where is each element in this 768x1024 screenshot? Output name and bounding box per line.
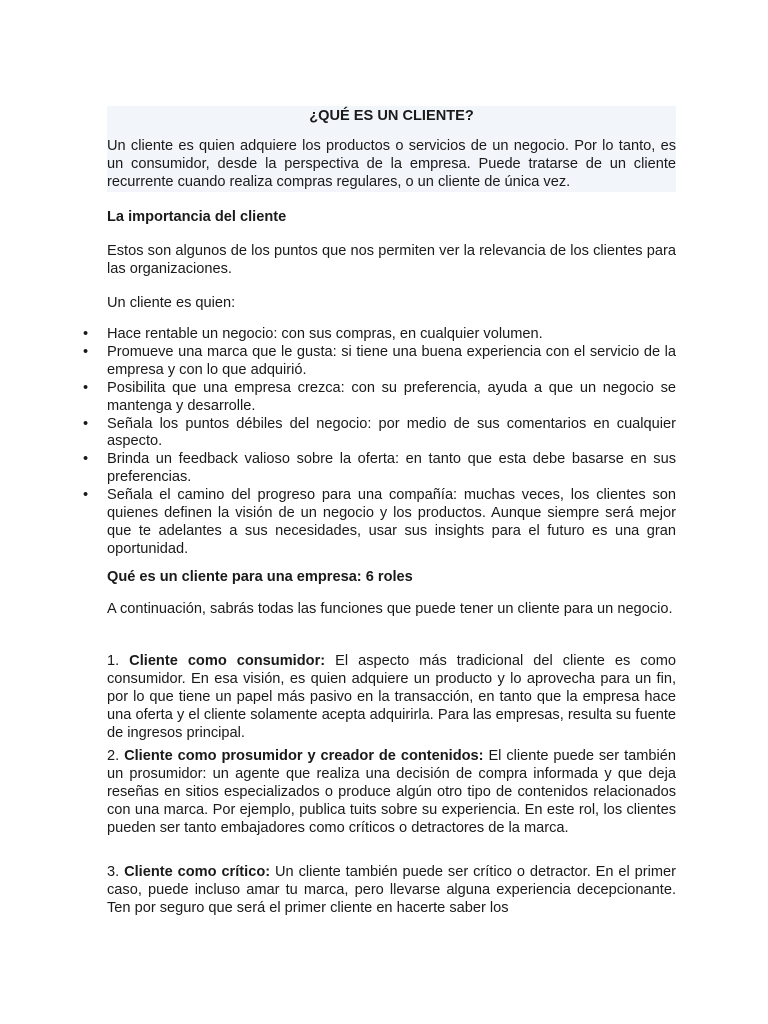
bullet-item: • Hace rentable un negocio: con sus compras, en cualquier volumen. — [107, 326, 676, 344]
role-item-prosumer — [107, 748, 676, 838]
importance-paragraph: Estos son algunos de los puntos que nos permiten ver la relevancia de los clientes para las organizaciones. — [107, 243, 676, 277]
importance-bullet-list — [107, 326, 676, 559]
role-title: Cliente como consumidor: — [129, 653, 326, 669]
bullet-item: • Señala los puntos débiles del negocio: por medio de sus comentarios en cualquier aspecto. — [107, 416, 676, 452]
roles-heading: Qué es un cliente para una empresa: 6 roles — [107, 569, 413, 585]
role-item-consumer — [107, 653, 676, 743]
importance-lead: Un cliente es quien: — [107, 295, 236, 311]
role-text: Un cliente también puede ser crítico o detractor. En el primer caso, puede incluso amar tu marca, pero llevarse alguna experiencia decepcionante. Ten por seguro que será el primer cliente en hacerte saber los — [107, 864, 677, 916]
role-title: Cliente como prosumidor y creador de contenidos: — [124, 748, 484, 764]
bullet-item: • Promueve una marca que le gusta: si tiene una buena experiencia con el servicio de la empresa y con lo que adquirió. — [107, 344, 676, 380]
page-title: ¿QUÉ ES UN CLIENTE? — [309, 108, 474, 124]
role-title: Cliente como crítico: — [124, 864, 271, 880]
roles-paragraph: A continuación, sabrás todas las funciones que puede tener un cliente para un negocio. — [107, 601, 673, 617]
importance-heading: La importancia del cliente — [107, 209, 287, 225]
role-number: 3. — [107, 864, 120, 880]
bullet-item: • Señala el camino del progreso para una compañía: muchas veces, los clientes son quienes definen la visión de un negocio y los productos. Aunque siempre será mejor que te adelantes a sus necesidades, usar sus insights para el futuro es una gran oportunidad. — [107, 487, 676, 559]
role-number: 2. — [107, 748, 120, 764]
role-item-critic — [107, 864, 676, 918]
intro-paragraph: Un cliente es quien adquiere los productos o servicios de un negocio. Por lo tanto, es un consumidor, desde la perspectiva de la empresa. Puede tratarse de un cliente recurrente cuando realiza compras regulares, o un cliente de única vez. — [107, 138, 676, 190]
intro-section — [107, 106, 676, 192]
role-number: 1. — [107, 653, 120, 669]
role-text: El cliente puede ser también un prosumidor: un agente que realiza una decisión de compra informada y que deja reseñas en sitios especializados o produce algún otro tipo de contenidos relacionados con una marca. Por ejemplo, publica tuits sobre su experiencia. En este rol, los clientes pueden ser tanto embajadores como críticos o detractores de la marca. — [107, 748, 676, 836]
bullet-item: • Brinda un feedback valioso sobre la oferta: en tanto que esta debe basarse en sus preferencias. — [107, 451, 676, 487]
role-text: El aspecto más tradicional del cliente es como consumidor. En esa visión, es quien adquiere un producto y lo aprovecha para un fin, por lo que tiene un papel más pasivo en la transacción, en tanto que la empresa hace una oferta y el cliente solamente acepta adquirirla. Para las empresas, resulta su fuente de ingresos principal. — [107, 653, 676, 741]
bullet-item: • Posibilita que una empresa crezca: con su preferencia, ayuda a que un negocio se mantenga y desarrolle. — [107, 380, 676, 416]
